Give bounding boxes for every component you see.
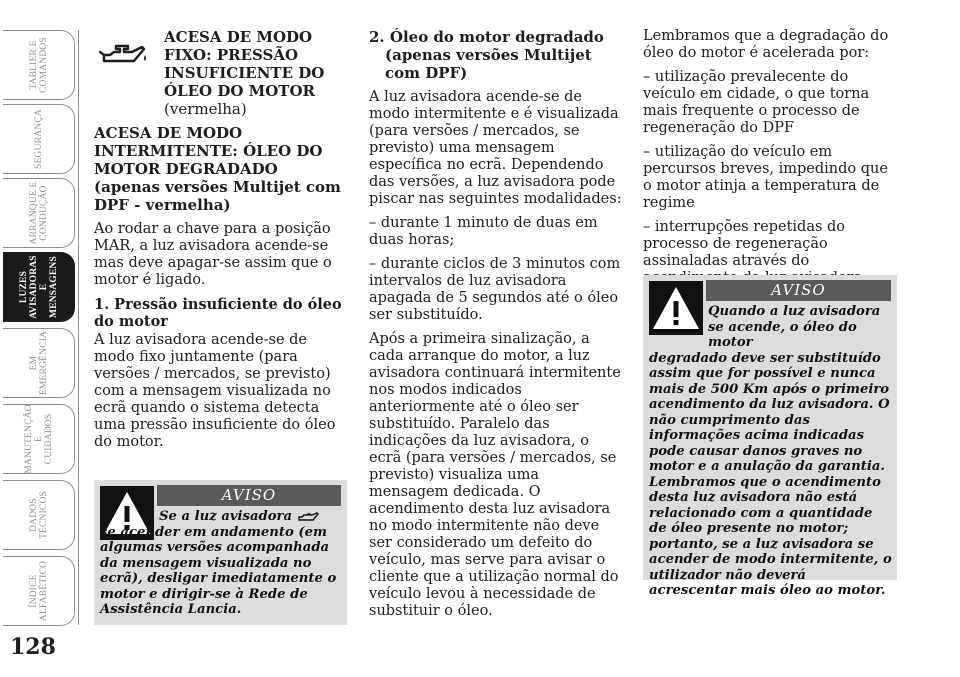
paragraph: – interrupções repetidas do processo de regeneração assinaladas através do	[643, 219, 846, 269]
column-middle	[369, 28, 623, 627]
column-left	[94, 28, 348, 458]
paragraph: A luz avisadora acende-se de modo fixo juntamente (para versões / mercados, se previsto) com a mensagem visualizada no ecrã quando o sistema detecta uma pressão insuficiente do óleo do motor.	[94, 332, 336, 450]
page-number: 128	[10, 634, 56, 660]
oil-can-icon	[94, 28, 154, 88]
warning-text	[100, 509, 342, 618]
paragraph: – durante ciclos de 3 minutos com intervalos de luz avisadora apagada de 5 segundos até o óleo ser substituído.	[369, 256, 621, 323]
paragraph: – utilização do veículo em percursos breves, impedindo que o motor atinja a temperatura de regime	[643, 144, 888, 211]
warning-text-first-line: Se a luz avisadora	[159, 509, 293, 524]
paragraph: Lembramos que a degradação do óleo do motor é acelerada por:	[643, 28, 889, 61]
mode-blinking-title	[94, 124, 348, 214]
warning-text-first: Quando a luz avisadora se acende, o óleo do motor	[708, 304, 881, 350]
tab-label: ARRANQUE E CONDUÇÃO	[28, 181, 49, 245]
paragraph: – durante 1 minuto de duas em duas horas;	[369, 215, 598, 248]
tab-label: LUZES AVISADORAS E MENSAGENS	[18, 255, 59, 319]
mode-blinking-sub: (apenas versões Multijet com DPF - vermelha)	[94, 178, 341, 214]
tab-seguranca[interactable]	[3, 104, 75, 174]
tab-tablier-comandos[interactable]	[3, 30, 75, 100]
tab-label: EM EMERGÊNCIA	[28, 330, 49, 396]
heading-2-sub: (apenas versões Multijet com DPF)	[385, 46, 592, 82]
paragraph: A luz avisadora acende-se de modo intermitente e é visualizada (para versões / mercados, se previsto) uma mensagem específica no ecrã. Dependendo das versões, a luz avisadora pode piscar nas seguintes modalidades:	[369, 89, 622, 207]
paragraph: Ao rodar a chave para a posição MAR, a luz avisadora acende-se mas deve apagar-se assim que o motor é ligado.	[94, 221, 332, 288]
tab-label: ÍNDICE ALFABÉTICO	[28, 560, 49, 622]
oil-can-icon	[297, 511, 319, 523]
tab-indice-alfabetico[interactable]	[3, 556, 75, 626]
tab-arranque-conducao[interactable]	[3, 178, 75, 248]
warning-text-rest: degradado deve ser substituído assim que for possível e nunca mais de 500 Km após o primeiro acendimento da luz avisadora. O não cumprimento das informações acima indicadas pode causar danos graves no motor e a anulação da garantia. Lembramos que o acendimento desta luz avisadora não está relacionado com a quantidade de óleo presente no motor; portanto, se a luz avisadora se acender de modo intermitente, o utilizador não deverá acrescentar mais óleo ao motor.	[649, 350, 892, 598]
warning-text-first	[100, 509, 342, 525]
heading-2-text: 2. Óleo do motor degradado	[369, 28, 604, 46]
tab-label: MANUTENÇÃO E CUIDADOS	[23, 404, 54, 474]
tab-dados-tecnicos[interactable]	[3, 480, 75, 550]
section-heading-2	[369, 28, 623, 82]
mode-fixed-color: (vermelha)	[164, 100, 247, 118]
warning-text	[649, 304, 892, 599]
tab-em-emergencia[interactable]	[3, 328, 75, 398]
column-right	[643, 28, 897, 311]
warning-box-right	[643, 275, 897, 598]
mode-blinking-text: ACESA DE MODO INTERMITENTE: ÓLEO DO MOTOR DEGRADADO	[94, 124, 323, 178]
tab-manutencao-cuidados[interactable]	[3, 404, 75, 474]
warning-label: AVISO	[157, 485, 341, 506]
tab-label: DADOS TÉCNICOS	[28, 490, 49, 540]
tab-label: TABLIER E COMANDOS	[28, 37, 49, 93]
mode-fixed-title	[164, 28, 348, 118]
section-heading-1: 1. Pressão insuficiente do óleo do motor	[94, 296, 342, 330]
tab-label: SEGURANÇA	[33, 109, 44, 169]
paragraph: Após a primeira sinalização, a cada arranque do motor, a luz avisadora continuará intermitente nos modos indicados anteriormente até o óleo ser substituído. Paralelo das indicações da luz avisadora, o ecrã (para versões / mercados, se previsto) visualiza uma mensagem dedicada. O acendimento desta luz avisadora no modo intermitente não deve ser considerado um defeito do veículo, mas serve para avisar o cliente que a utilização normal do veículo levou à necessidade de substituir o óleo.	[369, 331, 621, 619]
warning-text-rest: se acender em andamento (em algumas versões acompanhada da mensagem visualizada no ecrã), desligar imediatamente o motor e dirigir-se à Rede de Assistência Lancia.	[100, 524, 337, 617]
warning-label: AVISO	[706, 280, 891, 301]
warning-box-left	[94, 480, 347, 625]
tab-divider	[78, 30, 79, 625]
mode-fixed-text: ACESA DE MODO FIXO: PRESSÃO INSUFICIENTE DO ÓLEO DO MOTOR	[164, 28, 325, 100]
tab-luzes-avisadoras[interactable]	[3, 252, 75, 322]
paragraph: – utilização prevalecente do veículo em cidade, o que torna mais frequente o processo de regeneração do DPF	[643, 69, 870, 136]
